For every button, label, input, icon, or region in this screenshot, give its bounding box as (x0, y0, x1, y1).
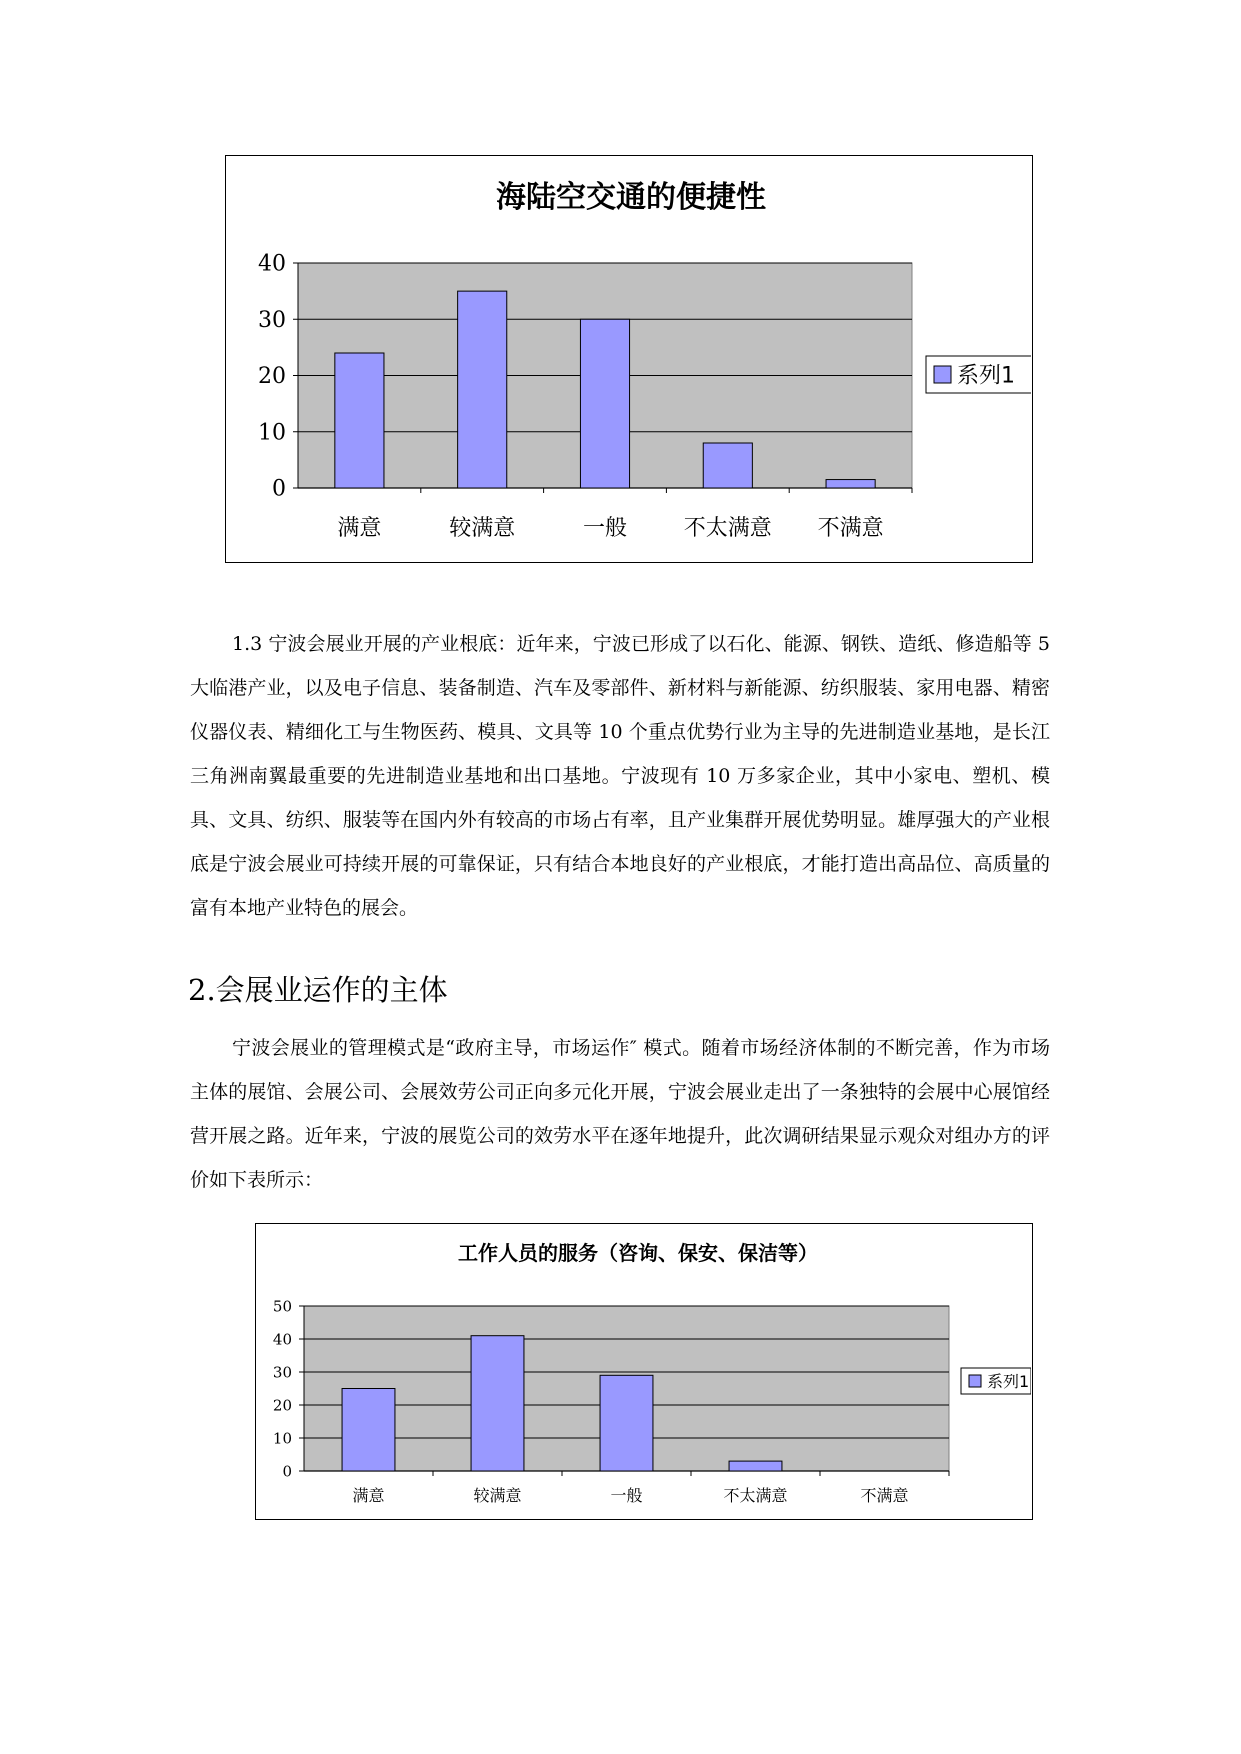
section-heading-operation-subject: 2.会展业运作的主体 (188, 973, 448, 1007)
legend-label: 系列1 (957, 363, 1015, 389)
bar-1 (335, 353, 384, 488)
bar-2 (458, 291, 507, 488)
bar-5 (826, 480, 875, 488)
chart-title: 海陆空交通的便捷性 (496, 180, 766, 215)
chart-staff-svg (256, 1224, 1031, 1518)
x-tick-label: 较满意 (449, 516, 516, 541)
y-tick-label: 30 (272, 1363, 292, 1382)
chart-staff-service (255, 1223, 1033, 1520)
x-tick-label: 满意 (337, 516, 382, 541)
bar-1 (342, 1389, 395, 1472)
paragraph-management-mode: 宁波会展业的管理模式是“政府主导，市场运作″ 模式。随着市场经济体制的不断完善，作为市场主体的展馆、会展公司、会展效劳公司正向多元化开展，宁波会展业走出了一条独特的会展中心展馆经营开展之路。近年来，宁波的展览公司的效劳水平在逐年地提升，此次调研结果显示观众对组办方的评价如下表所示： (190, 1037, 1050, 1191)
bar-2 (471, 1336, 524, 1471)
y-tick-label: 0 (272, 476, 286, 502)
x-tick-label: 不太满意 (723, 1486, 788, 1505)
x-tick-label: 不满意 (860, 1486, 909, 1505)
legend-swatch (969, 1375, 981, 1387)
bar-3 (580, 319, 629, 488)
x-tick-label: 较满意 (473, 1486, 522, 1505)
x-tick-label: 满意 (352, 1486, 385, 1505)
chart-transport (225, 155, 1033, 563)
x-tick-label: 不太满意 (683, 516, 772, 541)
legend-swatch (934, 366, 951, 383)
bar-3 (600, 1375, 653, 1471)
y-tick-label: 30 (258, 307, 286, 333)
x-tick-label: 一般 (610, 1486, 643, 1505)
legend-label: 系列1 (987, 1371, 1030, 1391)
y-tick-label: 10 (258, 420, 286, 446)
y-tick-label: 20 (272, 1396, 292, 1415)
paragraph-industry-base: 1.3 宁波会展业开展的产业根底：近年来，宁波已形成了以石化、能源、钢铁、造纸、修造船等 5 大临港产业，以及电子信息、装备制造、汽车及零部件、新材料与新能源、纺织服装、家用电器、精密仪器仪表、精细化工与生物医药、模具、文具等 10 个重点优势行业为主导的先进制造业基地，是长江三角洲南翼最重要的先进制造业基地和出口基地。宁波现有 10 万多家企业，其中小家电、塑机、模具、文具、纺织、服装等在国内外有较高的市场占有率，且产业集群开展优势明显。雄厚强大的产业根底是宁波会展业可持续开展的可靠保证，只有结合本地良好的产业根底，才能打造出高品位、高质量的富有本地产业特色的展会。 (190, 633, 1050, 919)
y-tick-label: 10 (272, 1429, 292, 1448)
y-tick-label: 20 (258, 364, 286, 390)
y-tick-label: 40 (272, 1330, 292, 1349)
x-tick-label: 不满意 (817, 516, 884, 541)
bar-4 (703, 443, 752, 488)
chart-title: 工作人员的服务（咨询、保安、保洁等） (458, 1241, 818, 1265)
y-tick-label: 0 (282, 1462, 292, 1481)
bar-4 (729, 1461, 782, 1471)
y-tick-label: 50 (272, 1297, 292, 1316)
chart-transport-svg (226, 156, 1031, 561)
y-tick-label: 40 (258, 251, 286, 277)
x-tick-label: 一般 (582, 516, 628, 541)
